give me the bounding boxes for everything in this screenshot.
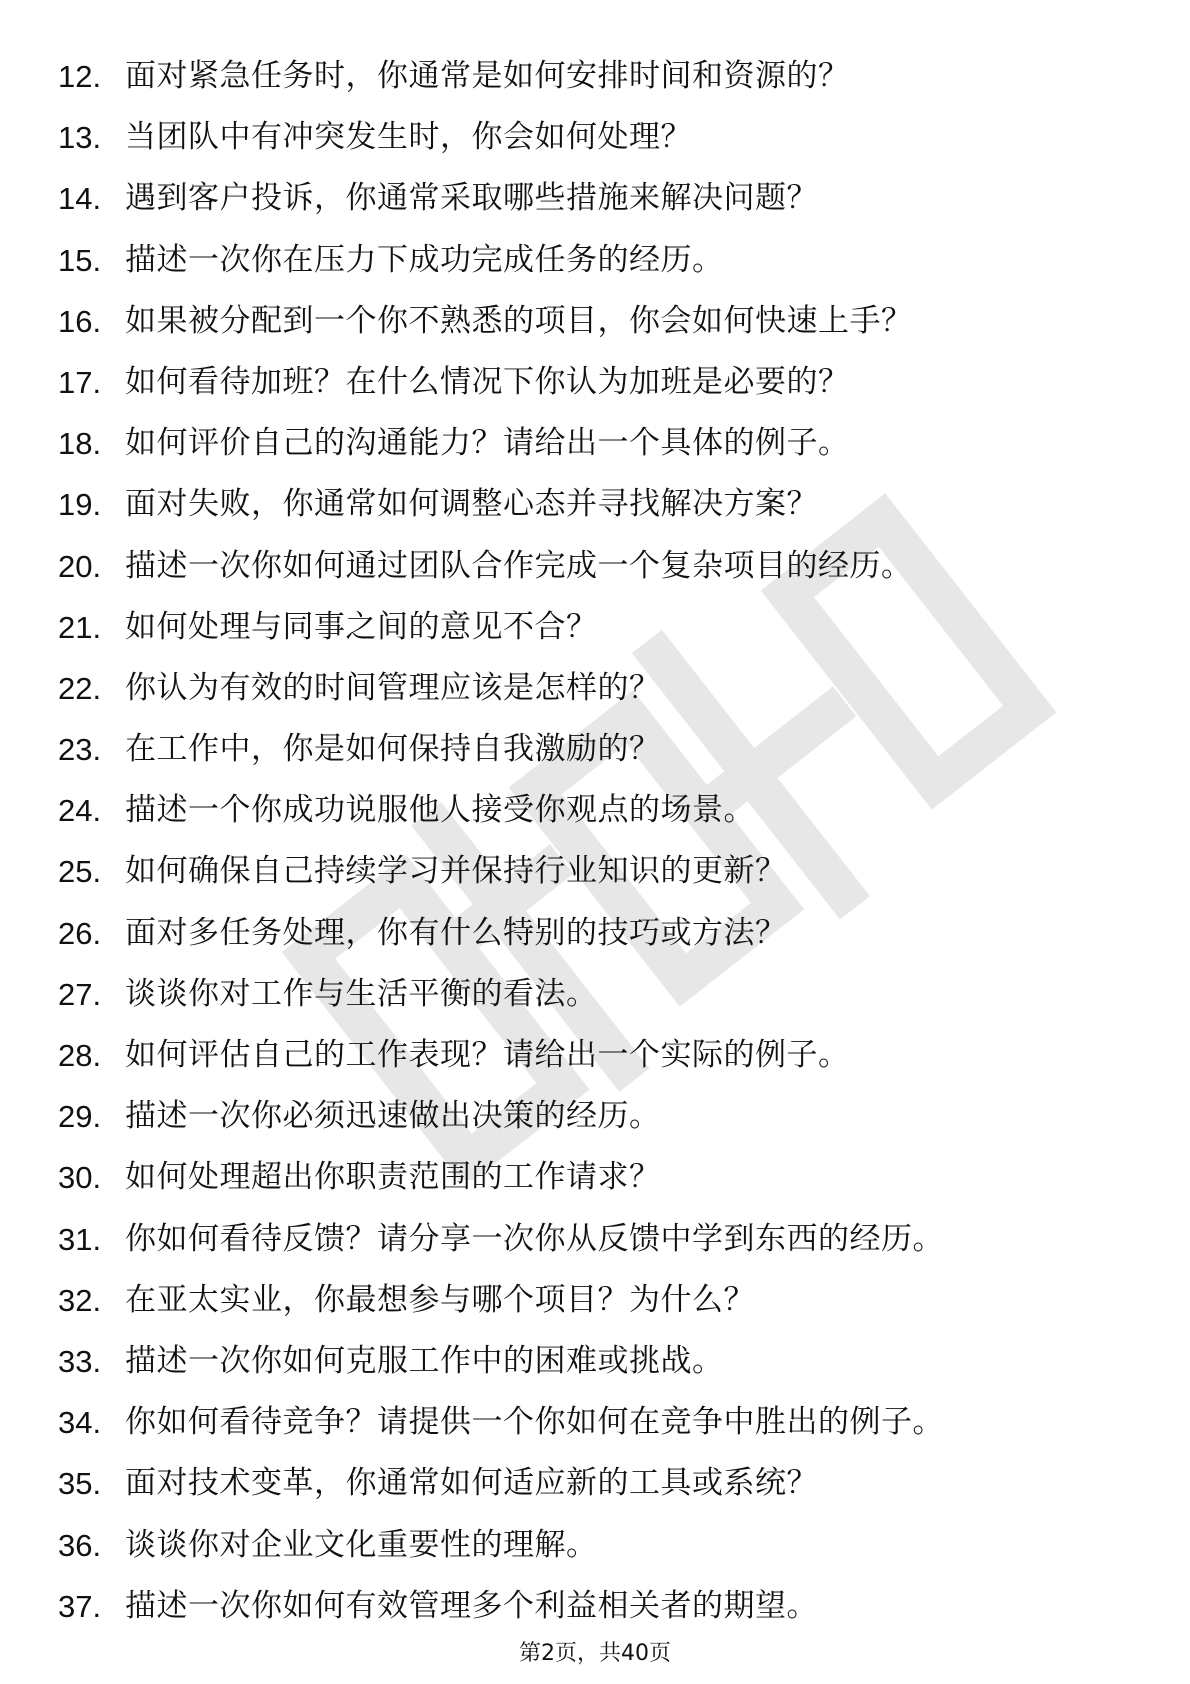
question-number: 32.: [58, 1282, 102, 1318]
question-item: [0, 291, 1190, 352]
question-text: 如何评估自己的工作表现？请给出一个实际的例子。: [125, 1037, 850, 1073]
question-item: [0, 168, 1190, 229]
question-text: 你认为有效的时间管理应该是怎样的？: [125, 669, 661, 706]
question-number: 18.: [58, 426, 102, 462]
question-number: 34.: [58, 1405, 102, 1441]
question-number: 37.: [58, 1588, 102, 1624]
question-text: 描述一次你如何有效管理多个利益相关者的期望。: [125, 1587, 818, 1624]
question-number: 14.: [58, 181, 102, 217]
question-item: [0, 597, 1190, 658]
question-text: 你如何看待竞争？请提供一个你如何在竞争中胜出的例子。: [125, 1404, 944, 1441]
question-item: [0, 780, 1190, 841]
question-number: 35.: [58, 1466, 102, 1502]
question-item: [0, 719, 1190, 780]
question-number: 31.: [58, 1221, 102, 1257]
question-number: 13.: [58, 120, 102, 156]
question-number: 17.: [58, 364, 102, 400]
question-text: 在工作中，你是如何保持自我激励的？: [125, 731, 661, 768]
question-text: 描述一次你在压力下成功完成任务的经历。: [125, 241, 724, 278]
question-item: [0, 1086, 1190, 1147]
question-list: [0, 46, 1190, 1637]
question-text: 如果被分配到一个你不熟悉的项目，你会如何快速上手？: [125, 302, 913, 339]
question-number: 27.: [58, 976, 102, 1012]
question-item: [0, 1209, 1190, 1270]
question-text: 描述一次你必须迅速做出决策的经历。: [125, 1098, 661, 1135]
question-item: [0, 658, 1190, 719]
question-text: 描述一次你如何克服工作中的困难或挑战。: [125, 1342, 724, 1379]
question-text: 如何处理超出你职责范围的工作请求？: [125, 1159, 661, 1196]
question-number: 30.: [58, 1160, 102, 1196]
question-text: 面对失败，你通常如何调整心态并寻找解决方案？: [125, 486, 818, 523]
question-item: [0, 230, 1190, 291]
question-item: [0, 903, 1190, 964]
question-item: [0, 1331, 1190, 1392]
question-item: [0, 1453, 1190, 1514]
question-text: 面对技术变革，你通常如何适应新的工具或系统？: [125, 1465, 818, 1502]
question-number: 23.: [58, 732, 102, 768]
question-number: 28.: [58, 1038, 102, 1073]
question-number: 24.: [58, 793, 102, 829]
question-number: 15.: [58, 242, 102, 278]
question-item: [0, 1147, 1190, 1208]
question-item: [0, 1515, 1190, 1576]
question-number: 19.: [58, 487, 102, 523]
question-text: 你如何看待反馈？请分享一次你从反馈中学到东西的经历。: [125, 1220, 944, 1257]
question-item: [0, 1270, 1190, 1331]
question-item: [0, 841, 1190, 902]
question-text: 谈谈你对工作与生活平衡的看法。: [125, 975, 598, 1012]
question-number: 29.: [58, 1099, 102, 1135]
question-item: [0, 1576, 1190, 1637]
question-item: [0, 107, 1190, 168]
page-number: 第2页，共40页: [519, 1641, 671, 1666]
question-item: [0, 536, 1190, 597]
question-item: [0, 1392, 1190, 1453]
question-item: [0, 352, 1190, 413]
question-text: 遇到客户投诉，你通常采取哪些措施来解决问题？: [125, 180, 818, 217]
question-text: 当团队中有冲突发生时，你会如何处理？: [125, 119, 692, 156]
question-number: 20.: [58, 548, 102, 584]
question-text: 如何看待加班？在什么情况下你认为加班是必要的？: [125, 363, 850, 400]
question-text: 如何确保自己持续学习并保持行业知识的更新？: [125, 853, 787, 890]
question-number: 33.: [58, 1343, 102, 1379]
question-item: [0, 413, 1190, 474]
question-number: 22.: [58, 670, 102, 706]
question-item: [0, 964, 1190, 1025]
question-text: 如何评价自己的沟通能力？请给出一个具体的例子。: [125, 425, 850, 462]
question-number: 36.: [58, 1527, 102, 1563]
question-text: 描述一个你成功说服他人接受你观点的场景。: [125, 792, 755, 829]
question-text: 描述一次你如何通过团队合作完成一个复杂项目的经历。: [125, 547, 913, 584]
question-number: 16.: [58, 303, 102, 339]
question-number: 12.: [58, 59, 102, 94]
question-text: 在亚太实业，你最想参与哪个项目？为什么？: [125, 1281, 755, 1318]
question-text: 如何处理与同事之间的意见不合？: [125, 608, 598, 645]
question-number: 21.: [58, 609, 102, 645]
question-item: [0, 1025, 1190, 1086]
question-item: [0, 474, 1190, 535]
question-text: 面对紧急任务时，你通常是如何安排时间和资源的？: [125, 58, 850, 94]
question-number: 26.: [58, 915, 102, 951]
question-item: [0, 46, 1190, 107]
question-number: 25.: [58, 854, 102, 890]
question-text: 谈谈你对企业文化重要性的理解。: [125, 1526, 598, 1563]
question-text: 面对多任务处理，你有什么特别的技巧或方法？: [125, 914, 787, 951]
